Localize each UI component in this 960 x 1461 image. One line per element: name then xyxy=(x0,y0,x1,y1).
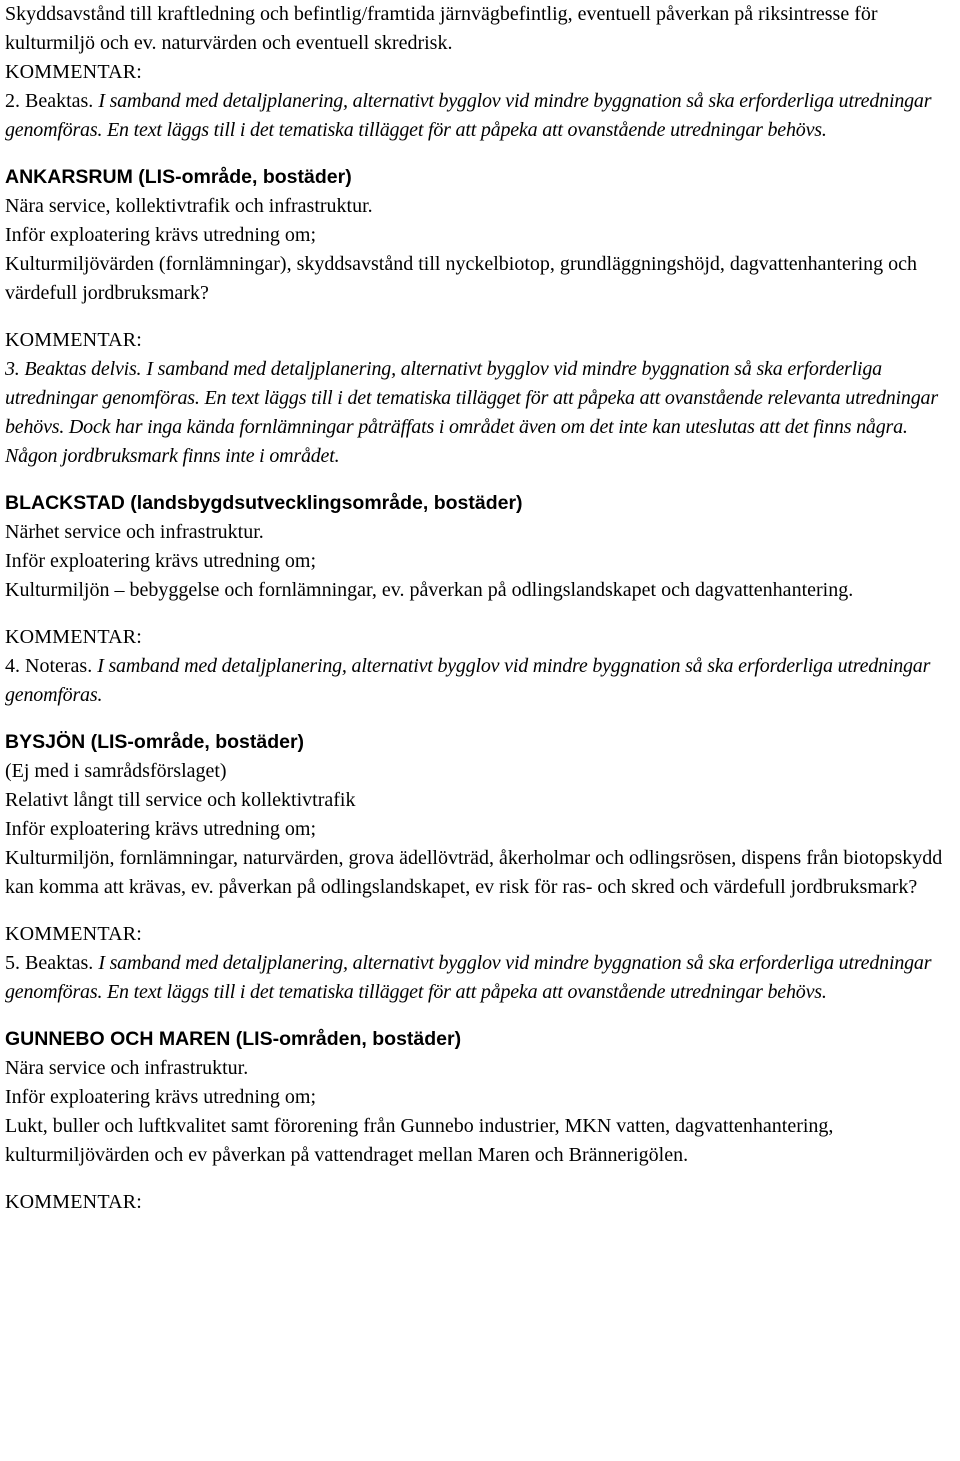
comment-2 xyxy=(5,87,955,145)
gunnebo-line3: Lukt, buller och luftkvalitet samt förorening från Gunnebo industrier, MKN vatten, dagvattenhantering, kulturmiljövärden och ev påverkan på vattendraget mellan Maren och Brännerigölen. xyxy=(5,1115,834,1166)
comment-3 xyxy=(5,355,955,471)
comment-label-bysjon: KOMMENTAR: xyxy=(5,923,143,945)
blackstad-line1: Närhet service och infrastruktur. xyxy=(5,521,264,543)
comment-3-number: 3. Beaktas delvis. xyxy=(5,358,142,380)
heading-ankarsrum: ANKARSRUM (LIS-område, bostäder) xyxy=(5,166,352,188)
heading-bysjon: BYSJÖN (LIS-område, bostäder) xyxy=(5,731,305,753)
comment-label-gunnebo: KOMMENTAR: xyxy=(5,1191,143,1213)
ankarsrum-line2: Inför exploatering krävs utredning om; xyxy=(5,224,317,246)
bysjon-line1: (Ej med i samrådsförslaget) xyxy=(5,760,227,782)
comment-5-text: I samband med detaljplanering, alternativt bygglov vid mindre byggnation så ska erforderliga utredningar genomföras. En text läggs till i det tematiska tillägget för att påpeka att ovanstående utredningar behövs. xyxy=(5,952,932,1003)
bysjon-line2: Relativt långt till service och kollektivtrafik xyxy=(5,789,356,811)
section-bysjon xyxy=(5,728,955,1007)
gunnebo-line2: Inför exploatering krävs utredning om; xyxy=(5,1086,317,1108)
section-blackstad xyxy=(5,489,955,710)
comment-5 xyxy=(5,949,955,1007)
comment-label-blackstad: KOMMENTAR: xyxy=(5,626,143,648)
comment-label-ankarsrum: KOMMENTAR: xyxy=(5,329,143,351)
bysjon-line3: Inför exploatering krävs utredning om; xyxy=(5,818,317,840)
intro-paragraph: Skyddsavstånd till kraftledning och befintlig/framtida järnvägbefintlig, eventuell påverkan på riksintresse för kulturmiljö och ev. naturvärden och eventuell skredrisk. xyxy=(5,3,878,54)
comment-label: KOMMENTAR: xyxy=(5,61,143,83)
ankarsrum-line1: Nära service, kollektivtrafik och infrastruktur. xyxy=(5,195,373,217)
blackstad-line2: Inför exploatering krävs utredning om; xyxy=(5,550,317,572)
comment-5-number: 5. Beaktas. xyxy=(5,952,94,974)
document-page xyxy=(5,0,955,1217)
section-ankarsrum xyxy=(5,163,955,471)
comment-4 xyxy=(5,652,955,710)
bysjon-line4: Kulturmiljön, fornlämningar, naturvärden, grova ädellövträd, åkerholmar och odlingsrösen, dispens från biotopskydd kan komma att krävas, ev. påverkan på odlingslandskapet, ev risk för ras- och skred och värdefull jordbruksmark? xyxy=(5,847,943,898)
gunnebo-line1: Nära service och infrastruktur. xyxy=(5,1057,249,1079)
ankarsrum-line3: Kulturmiljövärden (fornlämningar), skyddsavstånd till nyckelbiotop, grundläggningshöjd, dagvattenhantering och värdefull jordbruksmark? xyxy=(5,253,918,304)
comment-2-number: 2. Beaktas. xyxy=(5,90,94,112)
blackstad-line3: Kulturmiljön – bebyggelse och fornlämningar, ev. påverkan på odlingslandskapet och dagvattenhantering. xyxy=(5,579,854,601)
comment-4-text: I samband med detaljplanering, alternativt bygglov vid mindre byggnation så ska erforderliga utredningar genomföras. xyxy=(5,655,931,706)
comment-3-text: I samband med detaljplanering, alternativt bygglov vid mindre byggnation så ska erforderliga utredningar genomföras. En text läggs till i det tematiska tillägget för att påpeka att ovanstående relevanta utredningar behövs. Dock har inga kända fornlämningar påträffats i området även om det inte kan uteslutas att det finns några. Någon jordbruksmark finns inte i området. xyxy=(5,358,938,467)
section-gunnebo xyxy=(5,1025,955,1217)
heading-blackstad: BLACKSTAD (landsbygdsutvecklingsområde, bostäder) xyxy=(5,492,523,514)
comment-2-text: I samband med detaljplanering, alternativt bygglov vid mindre byggnation så ska erforderliga utredningar genomföras. En text läggs till i det tematiska tillägget för att påpeka att ovanstående utredningar behövs. xyxy=(5,90,932,141)
heading-gunnebo: GUNNEBO OCH MAREN (LIS-områden, bostäder) xyxy=(5,1028,462,1050)
comment-4-number: 4. Noteras. xyxy=(5,655,93,677)
